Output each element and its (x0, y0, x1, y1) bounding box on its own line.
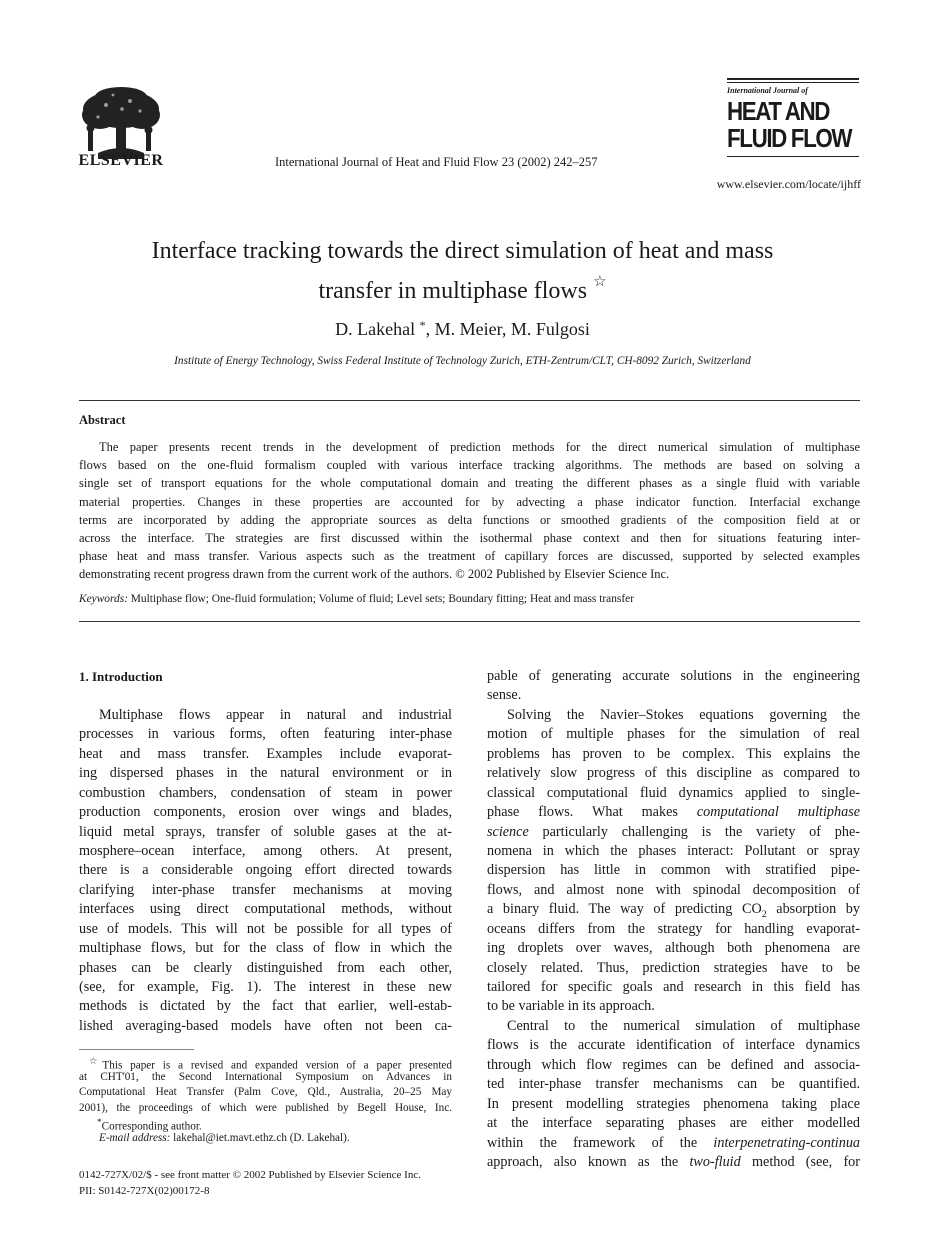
body-line: (see, for example, Fig. 1). The interest in these new (79, 979, 452, 995)
author-name: D. Lakehal (335, 319, 416, 339)
footnote-star-mark: ☆ (89, 1057, 103, 1067)
body-line: phases can be clearly distinguished from each other, (79, 959, 452, 976)
footnote-line: Computational Heat Transfer (Palm Cove, Qld., Australia, 20–25 May (79, 1086, 452, 1099)
affiliation: Institute of Energy Technology, Swiss Federal Institute of Technology Zurich, ETH-Zentrum/CLT, CH-8092 Zurich, Switzerland (174, 355, 751, 367)
abstract-line: material properties. Changes in these properties are accounted for by advecting a phase indicator function. Interfacial exchange (79, 494, 860, 509)
body-line: to be variable in its approach. (487, 998, 655, 1015)
body-line: production components, erosion over wings and blades, (79, 804, 452, 821)
journal-logo (727, 78, 859, 160)
title-line-2 (60, 267, 865, 307)
keywords-text: Multiphase flow; One-fluid formulation; Volume of fluid; Level sets; Boundary fitting; Heat and mass transfer (130, 593, 634, 605)
footnote-line: 2001), the proceedings of which were published by Begell House, Inc. (79, 1101, 452, 1114)
footnote-line (79, 1116, 452, 1131)
body-text: particularly challenging is the variety of phe- (542, 823, 860, 840)
divider (79, 400, 860, 401)
body-line: nomena in which the phases interact: Pollutant or spray (487, 842, 860, 859)
body-line: sense. (487, 687, 522, 704)
author-list (60, 318, 865, 340)
keywords-label: Keywords: (79, 593, 128, 605)
body-line: Central to the numerical simulation of multiphase (507, 1017, 860, 1034)
body-line: tailored for specific goals and research in this field has (487, 979, 860, 995)
spacer (79, 686, 452, 705)
journal-logo-rule (727, 82, 859, 83)
publisher-name: ELSEVIER (78, 152, 164, 169)
footnotes (79, 1055, 452, 1146)
body-line: In present modelling strategies phenomena taking place (487, 1095, 860, 1112)
abstract-line: terms are incorporated by adding the appropriate sources as delta functions or smoothed gradients of the composition field at or (79, 512, 860, 527)
body-line: methods is dictated by the fact that earlier, well-estab- (79, 998, 452, 1015)
title-footnote-mark[interactable]: ☆ (593, 274, 607, 290)
body-line: Multiphase flows appear in natural and industrial (99, 706, 452, 723)
body-line: multiphase flows, but for the class of flow in which the (79, 940, 452, 957)
email-address[interactable]: lakehal@iet.mavt.ethz.ch (D. Lakehal). (173, 1131, 350, 1144)
body-line (487, 900, 860, 919)
abstract-line: phase heat and mass transfer. Various aspects such as the treatment of capillary forces are discussed, supported by selected examples (79, 549, 860, 564)
divider (79, 621, 860, 622)
footnote-rule (79, 1049, 194, 1050)
keywords (79, 593, 634, 605)
body-line: at the interface separating phases are either modelled (487, 1115, 860, 1132)
corresponding-author-note: Corresponding author. (101, 1120, 202, 1133)
body-line: classical computational fluid dynamics applied to single- (487, 784, 860, 801)
footnote-line (79, 1131, 452, 1146)
body-line: relatively slow progress of this discipline as compared to (487, 765, 860, 782)
journal-logo-rule (727, 156, 859, 157)
body-text: within the framework of the (487, 1134, 698, 1151)
front-matter (79, 1167, 421, 1199)
footnote-corr-mark: * (97, 1117, 102, 1128)
body-line: ing droplets over waves, although both phenomena are (487, 940, 860, 957)
emphasis: interpenetrating-continua (713, 1134, 861, 1151)
emphasis: two-fluid (689, 1153, 741, 1170)
body-line (487, 1134, 860, 1153)
abstract-line: demonstrating recent progress drawn from the current work of the authors. © 2002 Published by Elsevier Science Inc. (79, 567, 670, 582)
body-text: absorption by (766, 901, 860, 918)
body-line: clarifying inter-phase transfer mechanisms at moving (79, 881, 452, 898)
issn-line: 0142-727X/02/$ - see front matter © 2002 Published by Elsevier Science Inc. (79, 1169, 421, 1181)
body-line: combustion chambers, condensation of steam in power (79, 784, 452, 801)
body-line: ted inter-phase transfer mechanisms can be quantified. (487, 1076, 860, 1093)
email-label: E-mail address: (99, 1131, 171, 1144)
body-line: liquid metal sprays, transfer of soluble gases at the at- (79, 823, 452, 840)
author-names: , M. Meier, M. Fulgosi (425, 319, 590, 339)
body-line: ing dispersed phases in the natural environment or in (79, 765, 452, 782)
body-text: method (see, for (751, 1153, 860, 1170)
title-line: transfer in multiphase flows (318, 278, 588, 304)
pii-line: PII: S0142-727X(02)00172-8 (79, 1185, 210, 1197)
journal-url[interactable]: www.elsevier.com/locate/ijhff (716, 177, 861, 191)
body-line: use of models. This will not be possible for all types of (79, 920, 452, 937)
body-line: through which flow regimes can be defined and associa- (487, 1056, 860, 1073)
body-text: a binary fluid. The way of predicting CO (487, 901, 762, 918)
body-line: lished averaging-based models have often not been ca- (79, 1017, 452, 1034)
abstract-line: single set of transport equations for the whole computational domain and treating the different phases as a single fluid with variable (79, 476, 860, 491)
footnote-line: at CHT'01, the Second International Symposium on Advances in (79, 1071, 452, 1084)
right-column (487, 667, 860, 1172)
journal-logo-kicker: International Journal of (727, 86, 808, 95)
body-line: flows is the accurate identification of interface dynamics (487, 1037, 860, 1054)
body-line (487, 823, 860, 842)
subscript: 2 (761, 909, 767, 921)
footnote-text: This paper is a revised and expanded version of a paper presented (102, 1059, 452, 1072)
body-line: problems has proven to be complex. This explains the (487, 745, 860, 762)
body-text: phase flows. What makes (487, 804, 678, 821)
left-column (79, 667, 452, 1036)
body-line (487, 803, 860, 822)
journal-citation: International Journal of Heat and Fluid Flow 23 (2002) 242–257 (275, 155, 598, 169)
abstract-body (79, 438, 860, 584)
abstract-line: The paper presents recent trends in the development of prediction methods for the direct numerical simulation of multiphase (99, 440, 860, 454)
article-title (60, 236, 865, 307)
body-line: oceans differs from the strategy for handling evaporat- (487, 920, 860, 937)
body-line: pable of generating accurate solutions in the engineering (487, 668, 860, 684)
body-line: flows, and almost none with spinodal decomposition of (487, 881, 860, 898)
abstract-heading: Abstract (79, 413, 126, 427)
emphasis: computational multiphase (696, 804, 861, 821)
journal-logo-title-line2: FLUID FLOW (727, 123, 852, 153)
body-line: processes in various forms, often featuring inter-phase (79, 726, 452, 743)
body-line: there is a considerable ongoing effort directed towards (79, 862, 452, 879)
section-heading: 1. Introduction (79, 669, 163, 684)
abstract-line: flows based on the one-fluid formalism coupled with various interface tracking algorithms. The methods are based on solving a (79, 458, 860, 473)
abstract-line: across the interface. The strategies are first discussed within the isothermal phase context and then for situations featuring inter- (79, 530, 860, 545)
body-line: interfaces using direct computational methods, without (79, 901, 452, 918)
journal-logo-title-line1: HEAT AND (727, 96, 830, 126)
body-line: Solving the Navier–Stokes equations governing the (507, 706, 860, 723)
body-line: dispersion has little in common with stratified pipe- (487, 862, 860, 879)
body-text: approach, also known as the (487, 1153, 679, 1170)
body-line: mosphere–ocean interface, among others. At present, (79, 842, 452, 859)
journal-logo-rule (727, 78, 859, 80)
corresponding-author-mark[interactable]: * (419, 318, 426, 332)
title-line: Interface tracking towards the direct simulation of heat and mass (151, 238, 774, 264)
body-line: motion of multiple phases for the simulation of real (487, 726, 860, 743)
body-line: heat and mass transfer. Examples include evaporat- (79, 745, 452, 762)
emphasis: science (487, 823, 529, 840)
body-line: closely related. Thus, prediction strategies have to be (487, 959, 860, 976)
body-line (487, 1153, 860, 1172)
footnote-line (79, 1055, 452, 1070)
